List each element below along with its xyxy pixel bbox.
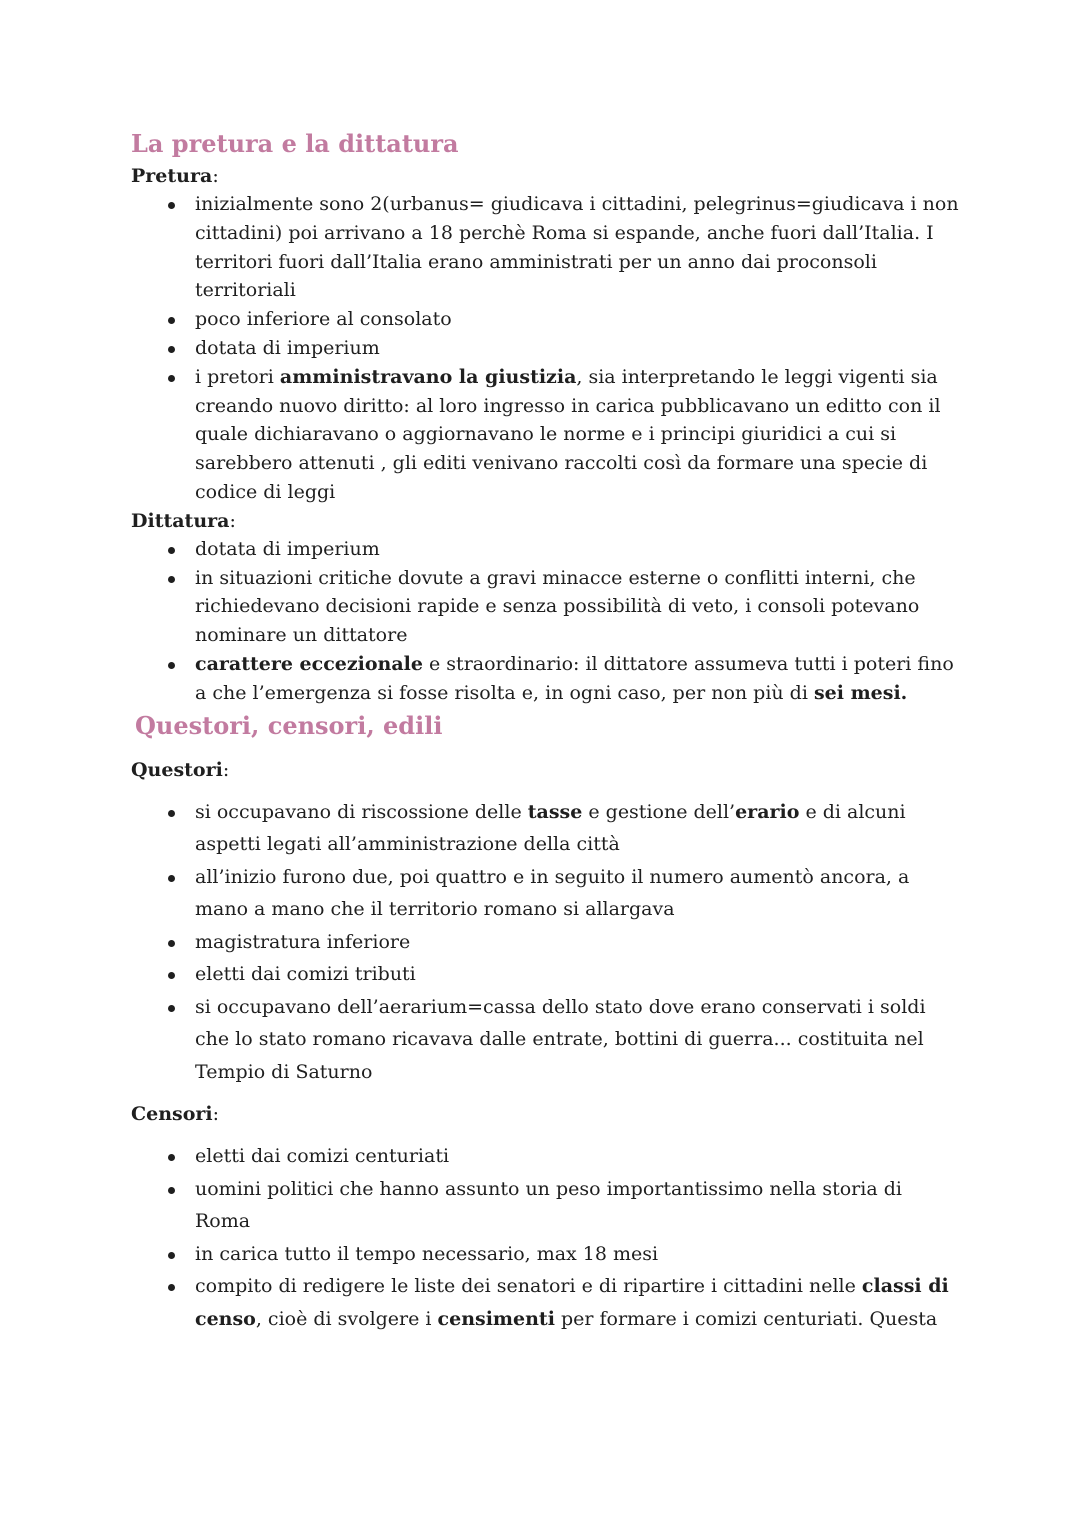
questori-list [131, 796, 961, 1089]
list-item [131, 861, 961, 926]
bullet-icon [168, 1252, 175, 1259]
section-title-pretura-dittatura: La pretura e la dittatura [131, 129, 459, 158]
list-item [131, 334, 961, 363]
bullet-icon [168, 875, 175, 882]
bold-text: censimenti [437, 1307, 555, 1330]
questori-label [131, 756, 961, 784]
document-body [131, 126, 961, 1335]
censori-list [131, 1140, 961, 1335]
bullet-icon [168, 576, 175, 583]
bold-text: classi di censo [195, 1275, 949, 1330]
bullet-icon [168, 317, 175, 324]
questori-label-text: Questori [131, 758, 223, 781]
bullet-icon [168, 375, 175, 382]
text-run: poco inferiore al consolato [195, 308, 452, 331]
list-item [131, 650, 961, 708]
bullet-icon [168, 547, 175, 554]
censori-label-text: Censori [131, 1103, 213, 1126]
text-run: per formare i comizi centuriati. Questa [554, 1307, 938, 1330]
list-item [131, 991, 961, 1089]
pretura-label [131, 162, 961, 190]
list-item [131, 796, 961, 861]
bold-text: tasse [527, 800, 583, 823]
bold-text: erario [735, 800, 800, 823]
text-run: dotata di imperium [195, 537, 380, 560]
dittatura-list [131, 535, 961, 708]
text-run: si occupavano di riscossione delle [195, 800, 528, 823]
bullet-icon [168, 1154, 175, 1161]
pretura-label-colon: : [212, 165, 219, 187]
bullet-icon [168, 1187, 175, 1194]
dittatura-label-colon: : [229, 509, 236, 532]
list-item [131, 190, 961, 305]
list-item [131, 926, 961, 959]
bold-text: sei mesi. [813, 681, 908, 704]
dittatura-label [131, 507, 961, 535]
text-run: all’inizio furono due, poi quattro e in seguito il numero aumentò ancora, a mano a mano che il territorio romano si allargava [195, 865, 910, 921]
text-run: eletti dai comizi centuriati [195, 1145, 450, 1168]
text-run: si occupavano dell’aerarium=cassa dello stato dove erano conservati i soldi che lo stato romano ricavava dalle entrate, bottini di guerra... costituita nel Tempio di Saturno [195, 995, 926, 1083]
text-run: e straordinario: il dittatore assumeva tutti i poteri fino a che l’emergenza si fosse risolta e, in ogni caso, per non più di [195, 652, 954, 704]
text-run: compito di redigere le liste dei senatori e di ripartire i cittadini nelle [195, 1275, 862, 1298]
list-item [131, 535, 961, 564]
bullet-icon [168, 1005, 175, 1012]
text-run: in situazioni critiche dovute a gravi minacce esterne o conflitti interni, che richiedevano decisioni rapide e senza possibilità di veto, i consoli potevano nominare un dittatore [195, 566, 920, 647]
bold-text: carattere eccezionale [195, 652, 423, 675]
section-title-questori-censori-edili: Questori, censori, edili [135, 710, 443, 740]
text-run: e gestione dell’ [582, 800, 736, 823]
text-run: i pretori [195, 365, 280, 388]
text-run: inizialmente sono 2(urbanus= giudicava i cittadini, pelegrinus=giudicava i non cittadini) poi arrivano a 18 perchè Roma si espande, anche fuori dall’Italia. I territori fuori dall’Italia erano amministrati per un anno dai proconsoli territoriali [195, 193, 959, 302]
list-item [131, 1140, 961, 1173]
list-item [131, 363, 961, 507]
text-run: magistratura inferiore [195, 930, 411, 953]
text-run: e di alcuni aspetti legati all’amministrazione della città [195, 800, 906, 856]
dittatura-label-text: Dittatura [131, 509, 230, 532]
text-run: eletti dai comizi tributi [195, 963, 416, 986]
censori-label-colon: : [212, 1103, 220, 1126]
bold-text: amministravano la giustizia [279, 365, 577, 388]
bullet-icon [168, 810, 175, 817]
bullet-icon [168, 972, 175, 979]
bullet-icon [168, 346, 175, 353]
bullet-icon [168, 940, 175, 947]
bullet-icon [168, 662, 175, 669]
list-item [131, 305, 961, 334]
list-item [131, 1238, 961, 1271]
text-run: dotata di imperium [195, 336, 380, 359]
list-item [131, 564, 961, 650]
censori-label [131, 1100, 961, 1128]
text-run: in carica tutto il tempo necessario, max 18 mesi [195, 1242, 659, 1265]
list-item [131, 958, 961, 991]
bullet-icon [168, 1284, 175, 1291]
bullet-icon [168, 202, 175, 209]
pretura-list [131, 190, 961, 507]
questori-label-colon: : [222, 758, 230, 781]
text-run: , cioè di svolgere i [255, 1307, 438, 1330]
list-item [131, 1173, 961, 1238]
text-run: uomini politici che hanno assunto un peso importantissimo nella storia di Roma [195, 1177, 902, 1233]
pretura-label-text: Pretura [131, 165, 213, 187]
text-run: , sia interpretando le leggi vigenti sia creando nuovo diritto: al loro ingresso in carica pubblicavano un editto con il quale dichiaravano o aggiornavano le norme e i principi giuridici a cui si sarebbero attenuti , gli editi venivano raccolti così da formare una specie di codice di leggi [195, 365, 941, 503]
list-item [131, 1270, 961, 1335]
